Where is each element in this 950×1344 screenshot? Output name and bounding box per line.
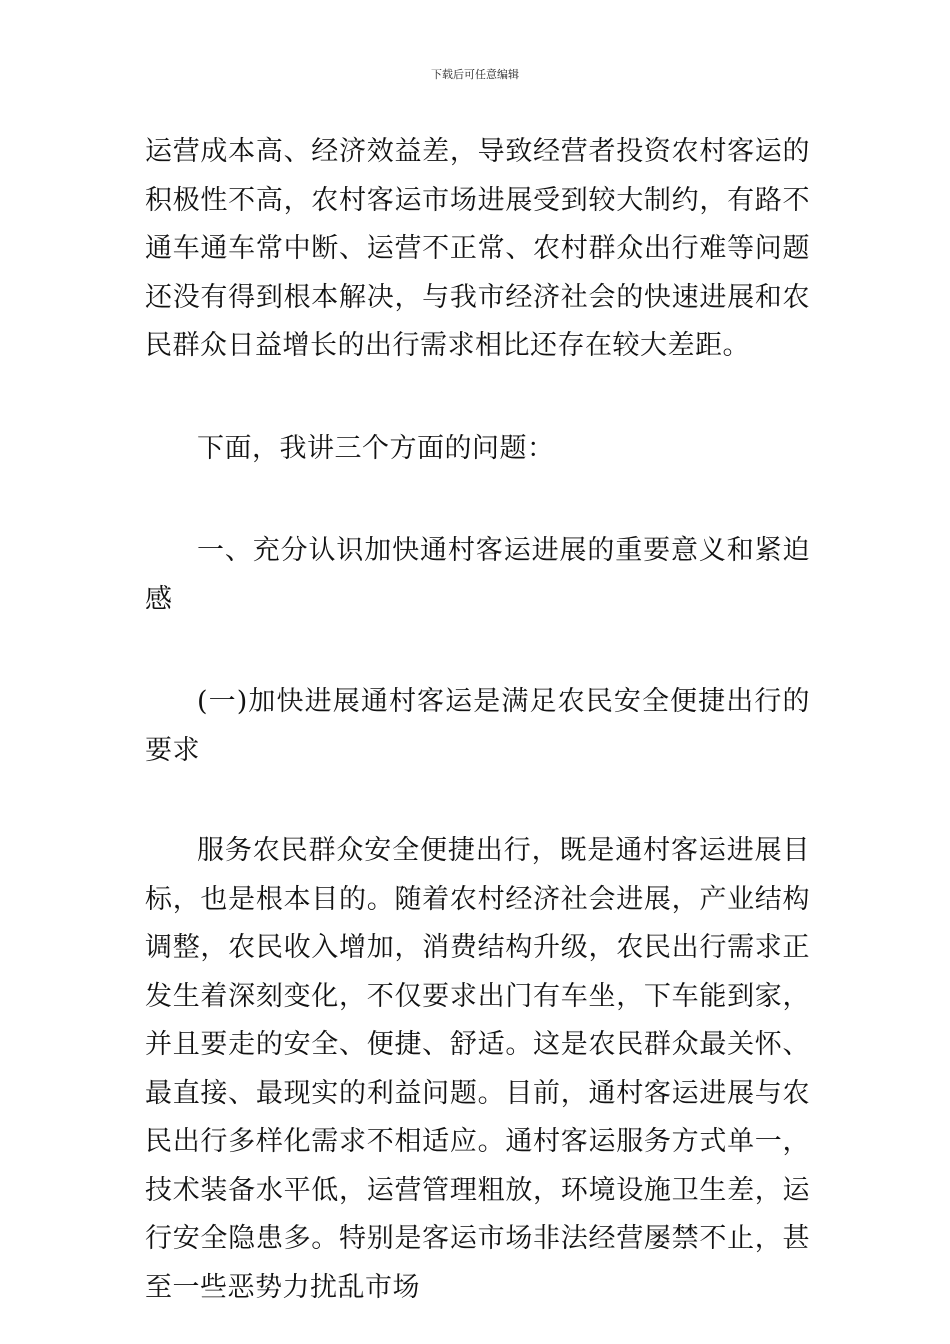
subsection-heading-1: (一)加快进展通村客运是满足农民安全便捷出行的要求	[145, 686, 810, 766]
paragraph-intro: 运营成本高、经济效益差，导致经营者投资农村客运的积极性不高，农村客运市场进展受到较大制约，有路不通车通车常中断、运营不正常、农村群众出行难等问题还没有得到根本解决，与我市经济社会的快速进展和农民群众日益增长的出行需求相比还存在较大差距。	[145, 136, 810, 361]
page-header-note: 下载后可任意编辑	[431, 68, 519, 81]
document-body	[145, 128, 810, 1312]
section-heading-1: 一、充分认识加快通村客运进展的重要意义和紧迫感	[145, 535, 810, 615]
paragraph-body: 服务农民群众安全便捷出行，既是通村客运进展目标，也是根本目的。随着农村经济社会进展，产业结构调整，农民收入增加，消费结构升级，农民出行需求正发生着深刻变化，不仅要求出门有车坐，下车能到家，并且要走的安全、便捷、舒适。这是农民群众最关怀、最直接、最现实的利益问题。目前，通村客运进展与农民出行多样化需求不相适应。通村客运服务方式单一，技术装备水平低，运营管理粗放，环境设施卫生差，运行安全隐患多。特别是客运市场非法经营屡禁不止，甚至一些恶势力扰乱市场	[145, 835, 810, 1303]
paragraph-transition: 下面，我讲三个方面的问题：	[197, 432, 555, 464]
